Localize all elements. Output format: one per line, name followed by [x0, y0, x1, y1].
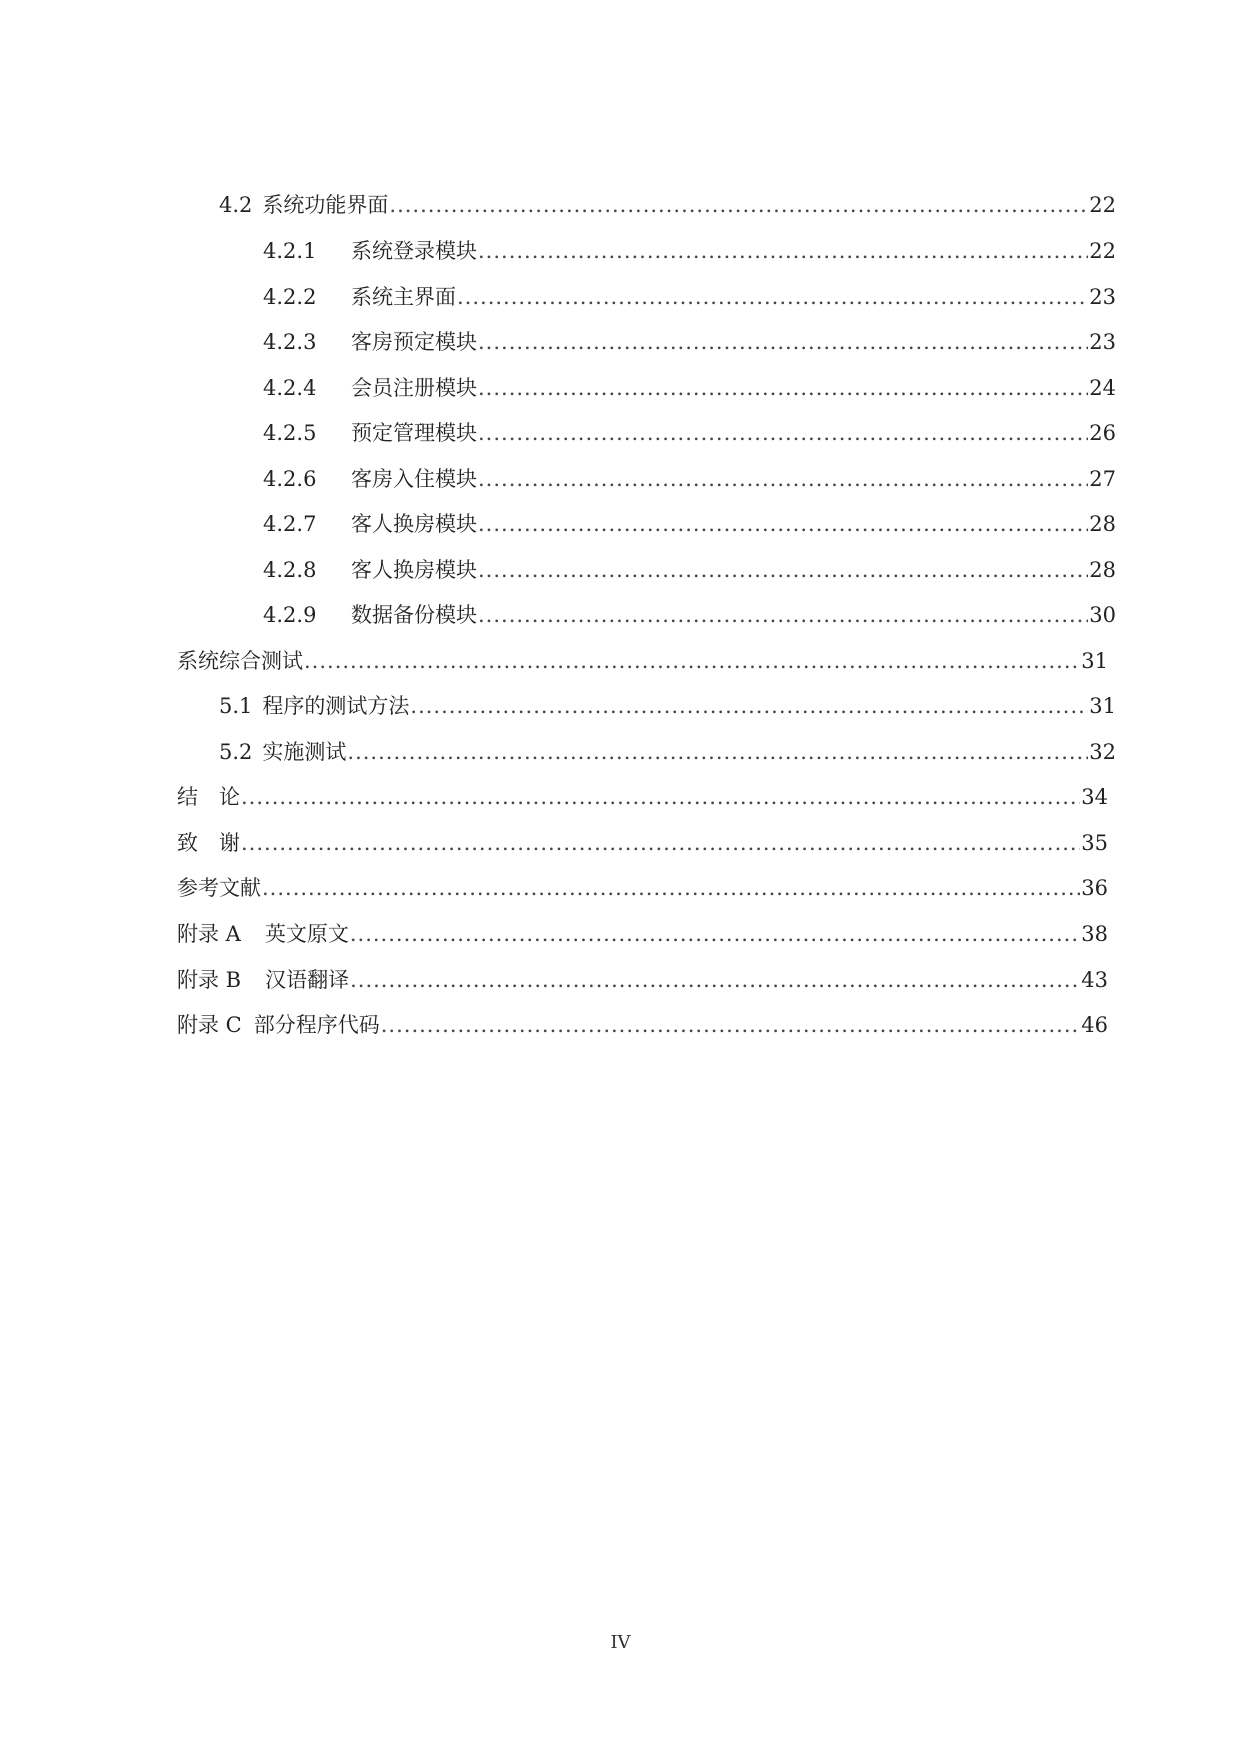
toc-entry-title: 客房入住模块: [351, 467, 477, 491]
toc-entry-number: 4.2.4: [263, 376, 317, 400]
toc-entry-title: 致 谢: [177, 831, 240, 855]
toc-entry-title: 系统综合测试: [177, 649, 303, 673]
toc-entry-number: 4.2.3: [263, 330, 317, 354]
toc-entry-number: 附录 B: [177, 968, 242, 992]
dot-leader: [478, 328, 1088, 356]
toc-entry[interactable]: [219, 692, 1116, 720]
toc-entry-title: 客人换房模块: [351, 512, 477, 536]
toc-entry-page: 31: [1089, 694, 1116, 718]
toc-entry[interactable]: [263, 510, 1116, 538]
toc-entry-page: 23: [1089, 285, 1116, 309]
dot-leader: [478, 601, 1088, 629]
toc-entry-title: 系统登录模块: [351, 239, 477, 263]
toc-entry-number: 4.2.2: [263, 285, 317, 309]
toc-entry[interactable]: [263, 283, 1116, 311]
toc-entry-page: 30: [1089, 603, 1116, 627]
toc-entry[interactable]: [177, 647, 1108, 675]
toc-entry-page: 36: [1081, 876, 1108, 900]
toc-entry[interactable]: [263, 556, 1116, 584]
toc-entry-number: 4.2.1: [263, 239, 317, 263]
dot-leader: [241, 829, 1080, 857]
dot-leader: [478, 374, 1088, 402]
dot-leader: [350, 966, 1080, 994]
dot-leader: [478, 419, 1088, 447]
toc-entry-number: 5.1: [219, 694, 253, 718]
toc-entry-title: 结 论: [177, 785, 240, 809]
toc-entry-page: 35: [1081, 831, 1108, 855]
toc-entry-number: 4.2.5: [263, 421, 317, 445]
toc-entry[interactable]: [263, 419, 1116, 447]
toc-entry-number: 5.2: [219, 740, 253, 764]
toc-entry-page: 22: [1089, 239, 1116, 263]
toc-entry-title: 英文原文: [264, 922, 349, 946]
toc-entry-page: 38: [1081, 922, 1108, 946]
toc-entry[interactable]: [219, 191, 1116, 219]
toc-entry-number: 4.2.7: [263, 512, 317, 536]
toc-entry[interactable]: [177, 783, 1108, 811]
dot-leader: [478, 465, 1088, 493]
toc-entry-title: 部分程序代码: [253, 1013, 380, 1037]
toc-entry-number: 4.2.8: [263, 558, 317, 582]
dot-leader: [241, 783, 1080, 811]
toc-entry-title: 汉语翻译: [265, 968, 350, 992]
toc-entry-title: 参考文献: [177, 876, 261, 900]
page-number: IV: [610, 1632, 631, 1653]
dot-leader: [381, 1011, 1081, 1039]
toc-entry[interactable]: [177, 829, 1108, 857]
toc-entry-title: 实施测试: [262, 740, 347, 764]
dot-leader: [350, 920, 1080, 948]
dot-leader: [347, 738, 1088, 766]
toc-entry[interactable]: [263, 328, 1116, 356]
toc-entry-title: 客房预定模块: [351, 330, 477, 354]
dot-leader: [304, 647, 1080, 675]
toc-entry-title: 系统主界面: [351, 285, 456, 309]
dot-leader: [410, 692, 1088, 720]
dot-leader: [478, 556, 1088, 584]
dot-leader: [262, 874, 1080, 902]
toc-entry[interactable]: [177, 966, 1108, 994]
toc-entry-page: 28: [1089, 512, 1116, 536]
toc-entry[interactable]: [263, 465, 1116, 493]
toc-entry-number: 4.2.9: [263, 603, 317, 627]
toc-entry[interactable]: [177, 920, 1108, 948]
toc-entry-page: 26: [1089, 421, 1116, 445]
toc-entry[interactable]: [177, 1011, 1108, 1039]
toc-entry-page: 32: [1089, 740, 1116, 764]
toc-entry-title: 预定管理模块: [351, 421, 477, 445]
toc-entry[interactable]: [263, 374, 1116, 402]
dot-leader: [478, 510, 1088, 538]
toc-entry-page: 22: [1089, 193, 1116, 217]
toc-entry-number: 4.2.6: [263, 467, 317, 491]
toc-entry-page: 31: [1081, 649, 1108, 673]
toc-entry-page: 23: [1089, 330, 1116, 354]
toc-entry[interactable]: [263, 601, 1116, 629]
toc-entry-title: 会员注册模块: [351, 376, 477, 400]
toc-entry-title: 程序的测试方法: [262, 694, 410, 718]
toc-entry-page: 46: [1081, 1013, 1108, 1037]
dot-leader: [389, 191, 1088, 219]
toc-entry-title: 数据备份模块: [351, 603, 477, 627]
toc-entry-page: 24: [1089, 376, 1116, 400]
toc-entry-number: 附录 A: [177, 922, 241, 946]
toc-entry[interactable]: [219, 738, 1116, 766]
toc-entry-title: 系统功能界面: [262, 193, 389, 217]
dot-leader: [478, 237, 1088, 265]
toc-entry-number: 附录 C: [177, 1013, 242, 1037]
toc-entry-title: 客人换房模块: [351, 558, 477, 582]
toc-entry[interactable]: [263, 237, 1116, 265]
dot-leader: [457, 283, 1088, 311]
toc-entry-page: 43: [1081, 968, 1108, 992]
toc-entry-page: 34: [1081, 785, 1108, 809]
toc-entry-page: 27: [1089, 467, 1116, 491]
toc-entry[interactable]: [177, 874, 1108, 902]
toc-entry-number: 4.2: [219, 193, 253, 217]
toc-entry-page: 28: [1089, 558, 1116, 582]
